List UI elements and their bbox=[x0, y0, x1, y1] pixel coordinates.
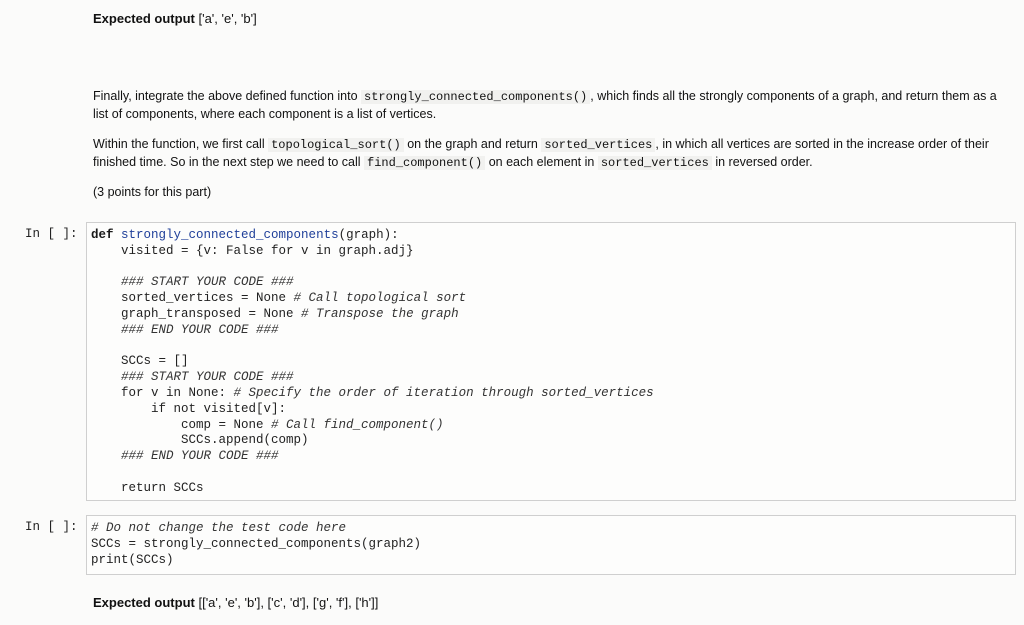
code-cell-1[interactable] bbox=[86, 222, 1016, 501]
code-line: sorted_vertices = None # Call topological sort bbox=[91, 291, 467, 306]
expected-output-label: Expected output bbox=[93, 11, 195, 26]
code-cell-2[interactable] bbox=[86, 515, 1016, 575]
expected-output-value: [['a', 'e', 'b'], ['c', 'd'], ['g', 'f'], ['h']] bbox=[198, 595, 379, 610]
code-comment: ### END YOUR CODE ### bbox=[91, 449, 279, 464]
code-line: return SCCs bbox=[91, 480, 204, 495]
code-line: comp = None # Call find_component() bbox=[91, 417, 444, 432]
bottom-expected-output bbox=[93, 594, 378, 611]
code-line: for v in None: # Specify the order of iteration through sorted_vertices bbox=[91, 385, 654, 400]
code-comment: ### END YOUR CODE ### bbox=[91, 322, 279, 337]
code-line: def strongly_connected_components(graph): bbox=[91, 228, 399, 242]
cell-1-prompt: In [ ]: bbox=[25, 227, 78, 241]
expected-output-label: Expected output bbox=[93, 595, 195, 610]
inline-code-sorted-vertices: sorted_vertices bbox=[541, 138, 655, 152]
code-line: if not visited[v]: bbox=[91, 401, 287, 416]
top-expected-output bbox=[93, 10, 257, 27]
description-paragraph-1: Finally, integrate the above defined function into strongly_connected_components() , which finds all the strongly components of a graph, and return them as a list of components, where each component is a list of vertices. bbox=[93, 89, 997, 121]
inline-code-toposort: topological_sort() bbox=[268, 138, 404, 152]
code-comment: ### START YOUR CODE ### bbox=[91, 370, 294, 385]
cell-2-prompt: In [ ]: bbox=[25, 520, 78, 534]
code-line: SCCs = strongly_connected_components(graph2) bbox=[91, 536, 422, 551]
expected-output-value: ['a', 'e', 'b'] bbox=[198, 11, 257, 26]
code-line: visited = {v: False for v in graph.adj} bbox=[91, 243, 414, 258]
inline-code-sorted-vertices-2: sorted_vertices bbox=[598, 156, 712, 170]
points-note: (3 points for this part) bbox=[93, 185, 212, 199]
code-line: SCCs.append(comp) bbox=[91, 433, 309, 448]
inline-code-find-component: find_component() bbox=[364, 156, 485, 170]
code-comment: # Do not change the test code here bbox=[91, 521, 347, 535]
inline-code-scc: strongly_connected_components() bbox=[361, 90, 590, 104]
code-line: SCCs = [] bbox=[91, 354, 189, 369]
code-line: print(SCCs) bbox=[91, 552, 174, 567]
description-paragraph-2: Within the function, we first call topological_sort() on the graph and return sorted_vertices , in which all vertices are sorted in the increase order of their finished time. So in the next step we need to call find_component() on each element in sorted_vertices in reversed order. bbox=[93, 137, 989, 170]
code-comment: ### START YOUR CODE ### bbox=[91, 275, 294, 290]
code-line: graph_transposed = None # Transpose the graph bbox=[91, 306, 459, 321]
